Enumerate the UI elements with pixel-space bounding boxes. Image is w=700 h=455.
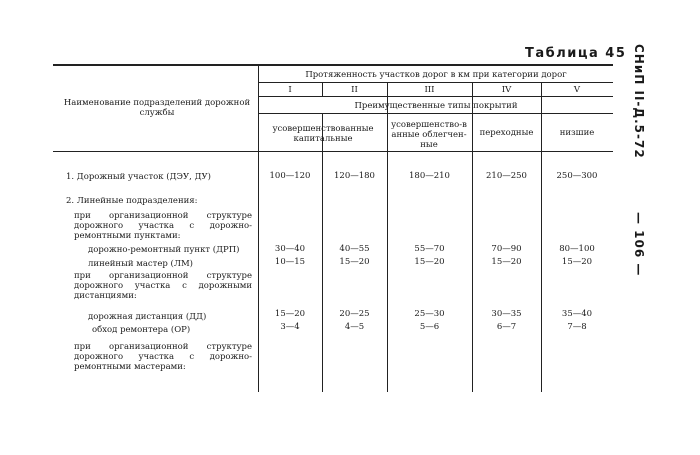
- top-border: [53, 64, 613, 66]
- row-label: обход ремонтера (ОР): [92, 325, 191, 335]
- pavement-title-bottom-line: [258, 113, 613, 114]
- row-label: дорожно-ремонтный пункт (ДРП): [88, 245, 240, 255]
- row-label: 2. Линейные подразделения:: [66, 196, 198, 206]
- categories-bottom-line: [258, 96, 613, 97]
- side-header: СНиП II-Д.5-72: [632, 44, 646, 159]
- table-cell: 15—20: [414, 257, 445, 267]
- table-cell: 30—40: [274, 244, 306, 254]
- header-bottom-line: [53, 151, 613, 152]
- table-cell: 30—35: [491, 309, 522, 319]
- table-cell: 7—8: [567, 322, 587, 332]
- category-header: III: [424, 85, 435, 95]
- table-cell: 15—20: [561, 257, 593, 267]
- table-cell: 100—120: [269, 171, 311, 181]
- category-header: IV: [501, 85, 512, 95]
- pavement-type-header: низшие: [559, 128, 595, 138]
- pavement-type-header: усовершенство-ванные облегчен-ные: [391, 120, 467, 150]
- table-cell: 15—20: [339, 257, 370, 267]
- name-column-header: Наименование подразделений дорожной службы: [63, 98, 251, 118]
- pavement-type-header: переходные: [479, 128, 534, 138]
- table-cell: 180—210: [409, 171, 450, 181]
- row-label: при организационной структуре дорожного участка с дорожно-ремонтными мастерами:: [74, 342, 252, 372]
- table-cell: 10—15: [274, 257, 306, 267]
- row-label: при организационной структуре дорожного участка с дорожными дистанциями:: [74, 271, 252, 301]
- table-cell: 20—25: [339, 309, 370, 319]
- table-cell: 15—20: [274, 309, 306, 319]
- row-label: линейный мастер (ЛМ): [88, 259, 193, 269]
- category-header: V: [573, 85, 581, 95]
- side-page-number: — 106 —: [632, 212, 646, 277]
- table-cell: 5—6: [419, 322, 440, 332]
- table-cell: 6—7: [496, 322, 517, 332]
- table-cell: 120—180: [334, 171, 375, 181]
- categories-top-line: [258, 82, 613, 83]
- table-cell: 80—100: [559, 244, 595, 254]
- table-cell: 250—300: [556, 171, 598, 181]
- table-cell: 3—4: [280, 322, 300, 332]
- category-header: II: [351, 85, 358, 95]
- row-label: 1. Дорожный участок (ДЭУ, ДУ): [66, 172, 211, 182]
- row-label: дорожная дистанция (ДД): [88, 312, 207, 322]
- row-label: при организационной структуре дорожного участка с дорожно-ремонтными пунктами:: [74, 211, 252, 241]
- table-cell: 35—40: [561, 309, 593, 319]
- table-cell: 70—90: [491, 244, 522, 254]
- pavement-type-header: усовершенствованные капитальные: [272, 124, 374, 144]
- table-cell: 40—55: [339, 244, 370, 254]
- pavement-title: Преимущественные типы покрытий: [354, 101, 518, 111]
- table-cell: 4—5: [344, 322, 365, 332]
- table-cell: 15—20: [491, 257, 522, 267]
- col-line-3: [387, 82, 388, 392]
- lengths-title: Протяженность участков дорог в км при категории дорог: [305, 70, 567, 80]
- table-caption: Таблица 45: [525, 46, 627, 61]
- table-cell: 25—30: [414, 309, 445, 319]
- col-line-1: [258, 64, 259, 392]
- category-header: I: [288, 85, 292, 95]
- table-cell: 55—70: [414, 244, 445, 254]
- table-cell: 210—250: [486, 171, 527, 181]
